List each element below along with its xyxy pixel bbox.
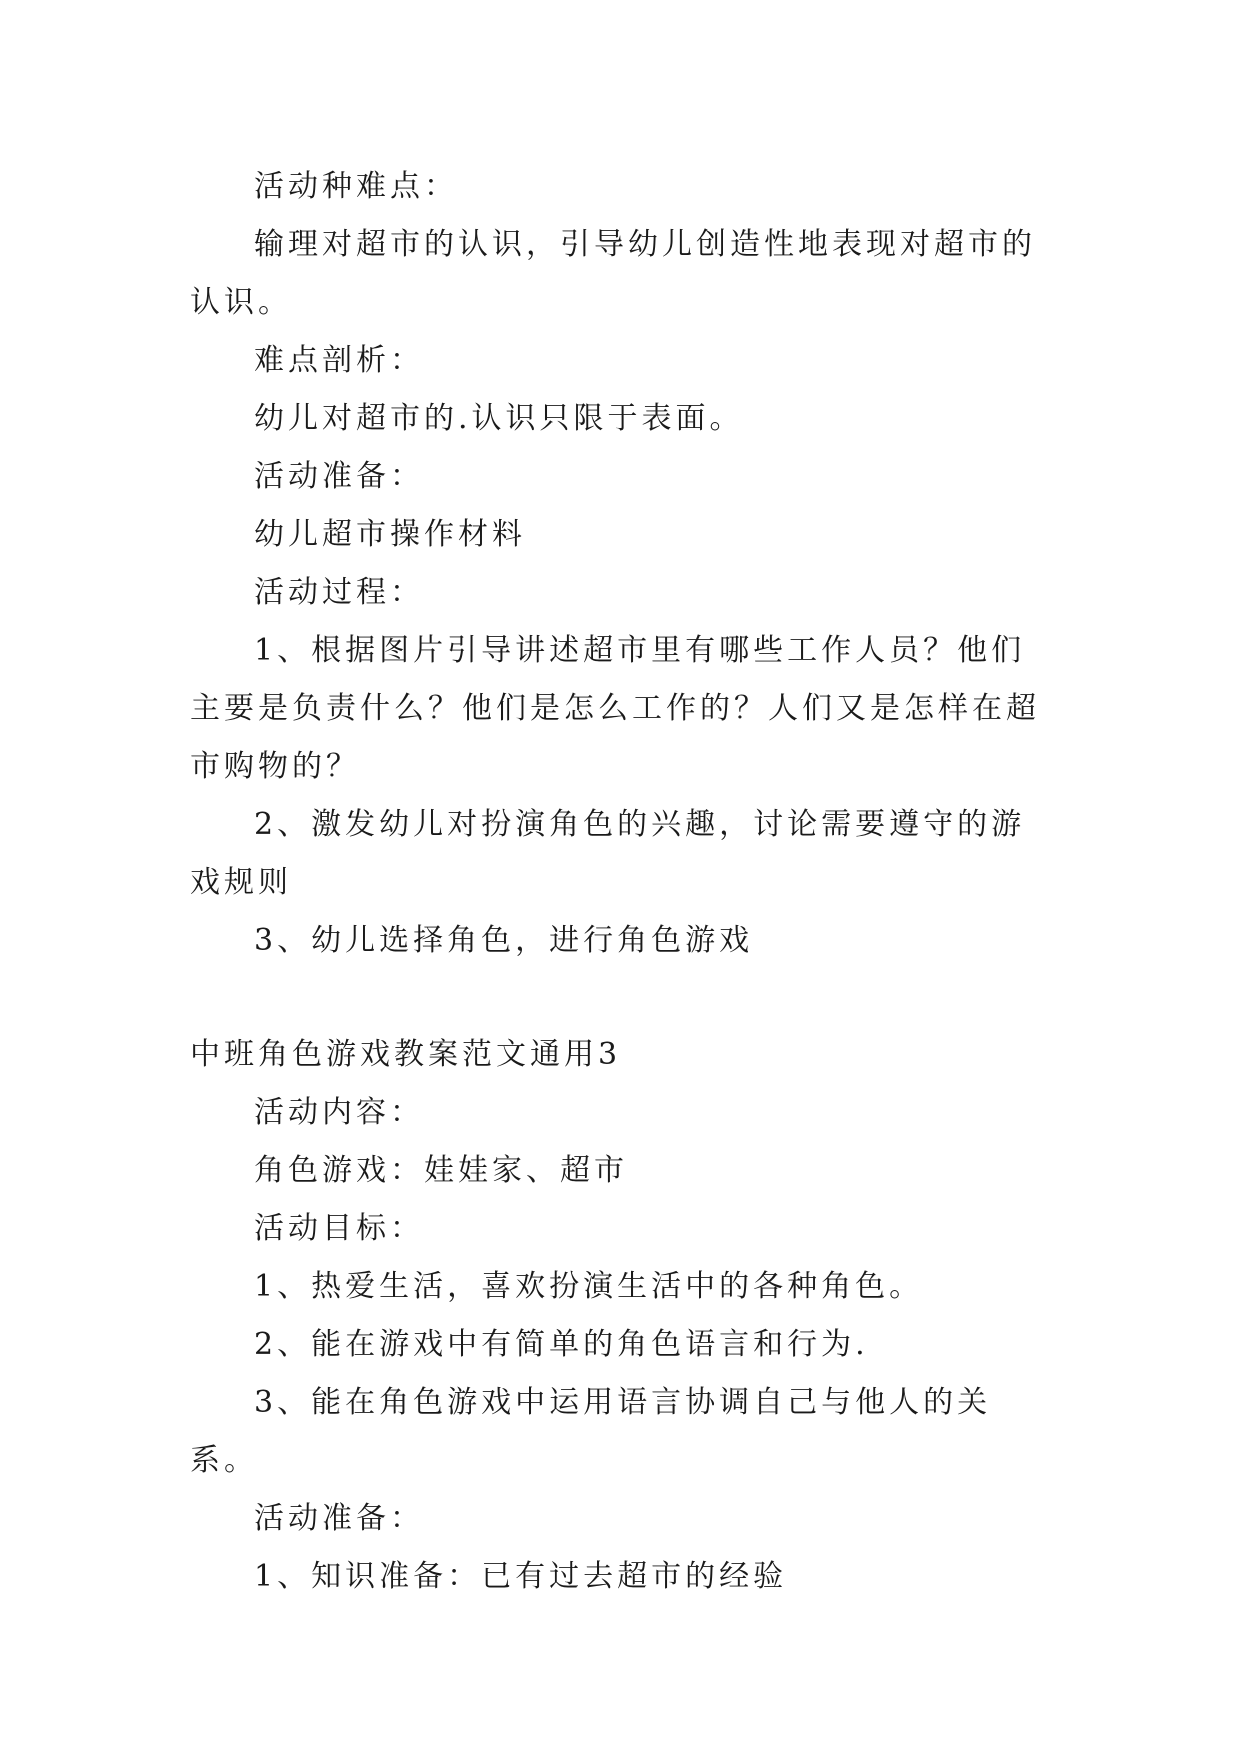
paragraph-key-points: 输理对超市的认识，引导幼儿创造性地表现对超市的认识。 [190, 227, 1036, 320]
paragraph-content-label: 活动内容： [254, 1095, 424, 1130]
paragraph-process-step-3: 3、幼儿选择角色，进行角色游戏 [254, 923, 754, 958]
paragraph-process-label: 活动过程： [254, 575, 424, 610]
paragraph-goal-3: 3、能在角色游戏中运用语言协调自己与他人的关系。 [190, 1385, 992, 1478]
paragraph-difficulty-label: 难点剖析： [254, 343, 424, 378]
section-heading: 中班角色游戏教案范文通用3 [190, 1037, 622, 1072]
paragraph-content: 角色游戏：娃娃家、超市 [254, 1153, 628, 1188]
paragraph-difficulty: 幼儿对超市的.认识只限于表面。 [254, 401, 744, 436]
paragraph-preparation: 幼儿超市操作材料 [254, 517, 526, 552]
paragraph-process-step-1: 1、根据图片引导讲述超市里有哪些工作人员？他们主要是负责什么？他们是怎么工作的？人们又是怎样在超市购物的？ [190, 633, 1040, 784]
paragraph-preparation-label-2: 活动准备： [254, 1501, 424, 1536]
paragraph-goal-2: 2、能在游戏中有简单的角色语言和行为. [254, 1327, 869, 1362]
paragraph-preparation-label: 活动准备： [254, 459, 424, 494]
paragraph-goal-1: 1、热爱生活，喜欢扮演生活中的各种角色。 [254, 1269, 924, 1304]
paragraph-key-points-label: 活动种难点： [254, 169, 458, 204]
paragraph-process-step-2: 2、激发幼儿对扮演角色的兴趣，讨论需要遵守的游戏规则 [190, 807, 1026, 900]
document-body [190, 158, 1050, 1606]
paragraph-goals-label: 活动目标： [254, 1211, 424, 1246]
paragraph-preparation-1: 1、知识准备：已有过去超市的经验 [254, 1559, 788, 1594]
